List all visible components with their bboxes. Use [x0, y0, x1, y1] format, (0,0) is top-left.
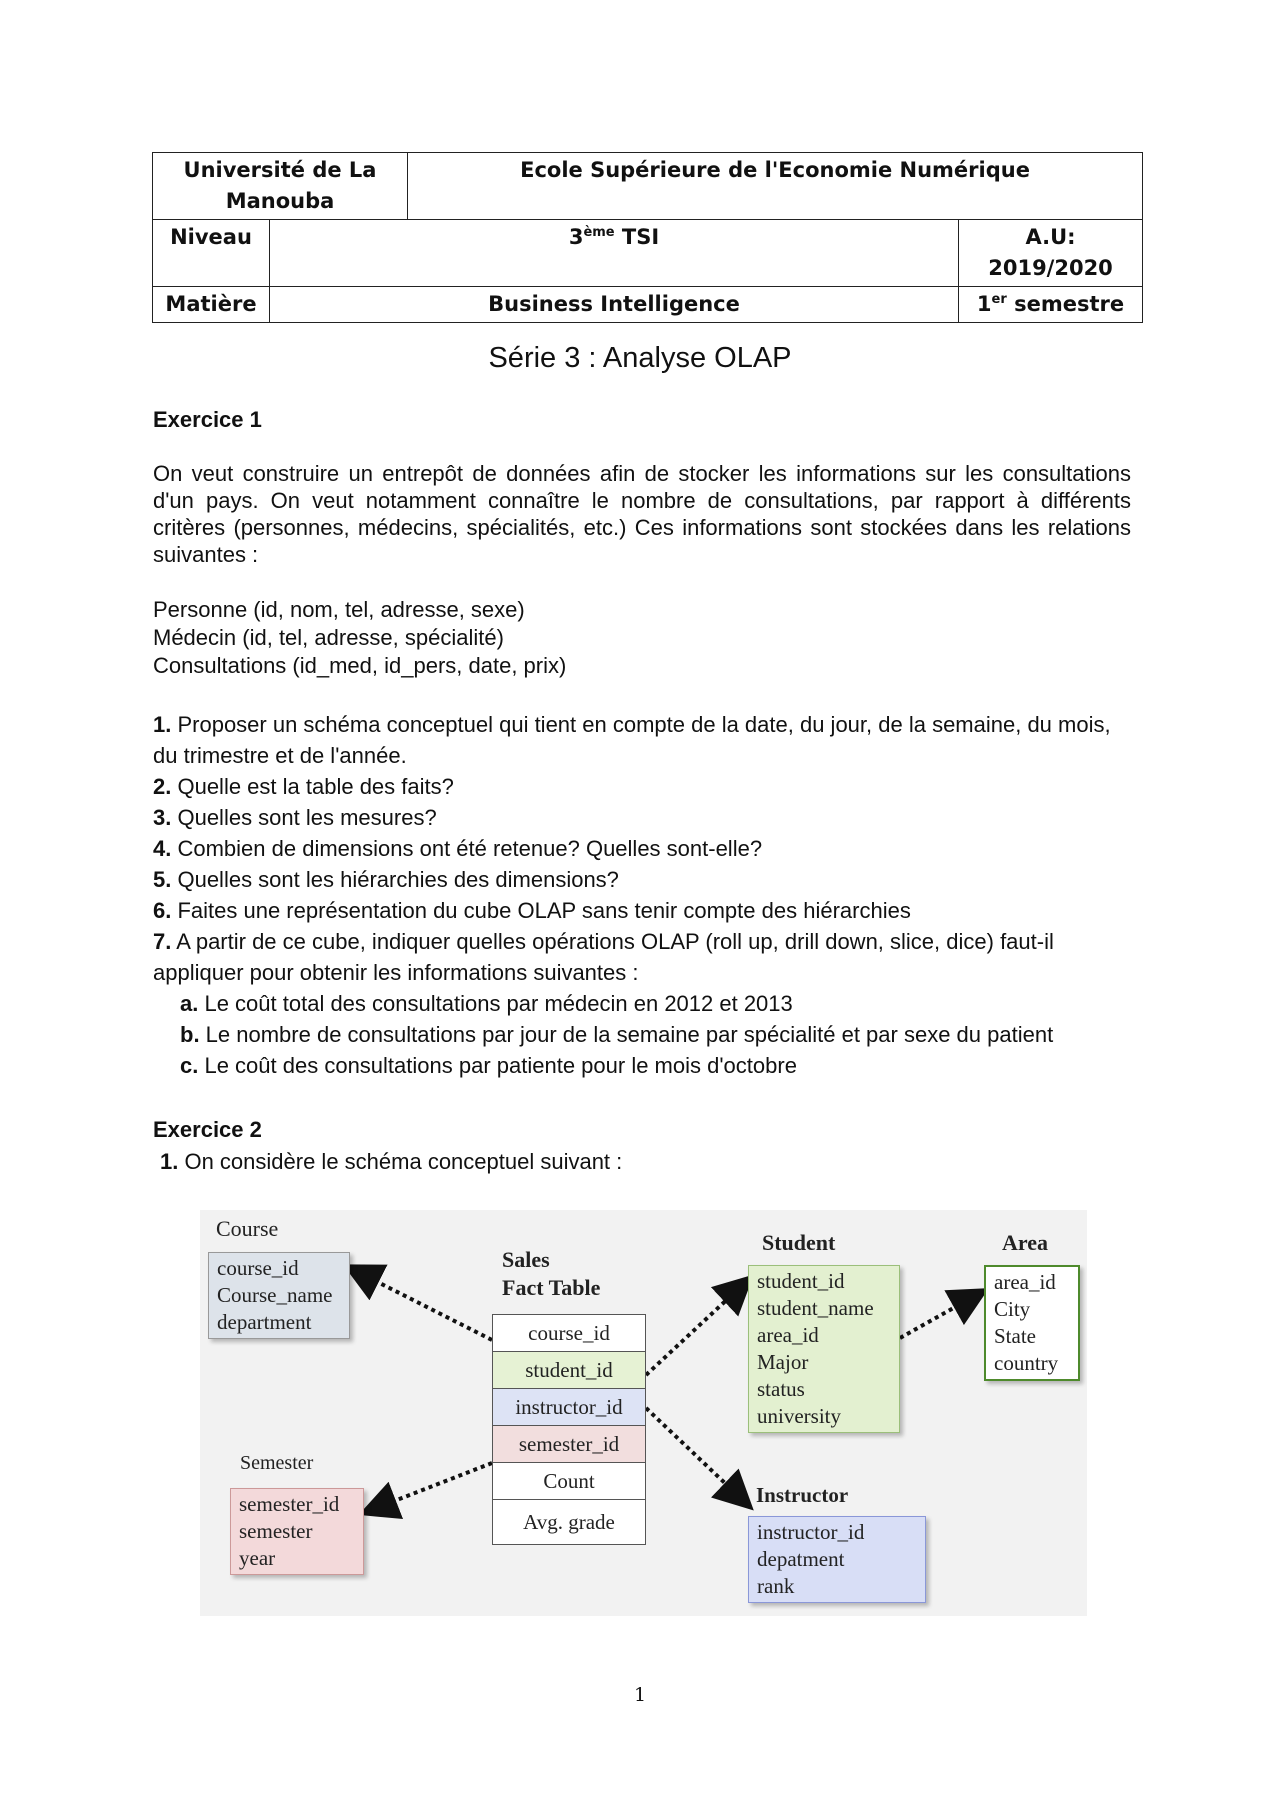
area-table — [984, 1265, 1080, 1381]
area-field: City — [994, 1297, 1031, 1321]
fact-row-course-id: course_id — [493, 1315, 645, 1352]
student-field: status — [757, 1377, 805, 1401]
question-2: 2. Quelle est la table des faits? — [153, 774, 454, 799]
course-field: course_id — [217, 1256, 299, 1280]
student-title: Student — [762, 1230, 836, 1255]
instructor-table — [748, 1516, 926, 1603]
question-3: 3. Quelles sont les mesures? — [153, 805, 437, 830]
academic-year: A.U: 2019/2020 — [959, 220, 1143, 287]
relation-consultations: Consultations (id_med, id_pers, date, prix) — [153, 653, 567, 678]
question-7: 7. A partir de ce cube, indiquer quelles opérations OLAP (roll up, drill down, slice, dice) faut-il appliquer pour obtenir les informations suivantes : — [153, 929, 1054, 985]
semester-field: year — [239, 1546, 276, 1570]
area-title: Area — [1002, 1230, 1049, 1255]
student-field: area_id — [757, 1323, 819, 1347]
page-title: Série 3 : Analyse OLAP — [488, 342, 792, 374]
fact-table — [492, 1314, 646, 1545]
instructor-field: instructor_id — [757, 1520, 865, 1544]
relation-personne: Personne (id, nom, tel, adresse, sexe) — [153, 597, 525, 622]
matiere-value: Business Intelligence — [270, 287, 959, 323]
course-field: department — [217, 1310, 312, 1334]
course-title: Course — [216, 1216, 279, 1241]
exercise-1-title: Exercice 1 — [153, 407, 262, 432]
exercise-2-question-1: 1. On considère le schéma conceptuel suivant : — [160, 1149, 623, 1174]
student-field: university — [757, 1404, 841, 1428]
area-field: area_id — [994, 1270, 1056, 1294]
fact-row-avg-grade: Avg. grade — [523, 1510, 615, 1534]
semester-title: Semester — [240, 1452, 314, 1474]
student-field: Major — [757, 1350, 809, 1374]
arrow-student-area — [900, 1292, 982, 1338]
arrow-fact-semester — [366, 1463, 492, 1512]
question-6: 6. Faites une représentation du cube OLAP sans tenir compte des hiérarchies — [153, 898, 911, 923]
fact-table-title: Sales Fact Table — [502, 1247, 601, 1300]
exercise-2-title: Exercice 2 — [153, 1117, 262, 1142]
subquestion-a: a. Le coût total des consultations par médecin en 2012 et 2013 — [180, 991, 793, 1016]
relation-medecin: Médecin (id, tel, adresse, spécialité) — [153, 625, 504, 650]
student-field: student_id — [757, 1269, 845, 1293]
page-number: 1 — [633, 1684, 647, 1706]
niveau-value: 3ème TSI — [270, 220, 959, 287]
fact-row-student-id: student_id — [493, 1352, 645, 1389]
arrow-fact-student — [646, 1280, 748, 1375]
arrow-fact-instructor — [646, 1408, 748, 1505]
matiere-label: Matière — [153, 287, 270, 323]
header-table — [152, 152, 1143, 323]
semester-field: semester_id — [239, 1492, 340, 1516]
university-name: Université de La Manouba — [153, 153, 408, 220]
student-table — [748, 1265, 900, 1433]
fact-row-count: Count — [493, 1463, 645, 1500]
niveau-label: Niveau — [153, 220, 270, 287]
subquestion-c: c. Le coût des consultations par patiente pour le mois d'octobre — [180, 1053, 797, 1078]
school-name: Ecole Supérieure de l'Economie Numérique — [408, 153, 1143, 220]
instructor-field: rank — [757, 1574, 795, 1598]
fact-row-semester-id: semester_id — [493, 1426, 645, 1463]
semestre-value: 1er semestre — [959, 287, 1143, 323]
subquestion-b: b. Le nombre de consultations par jour de la semaine par spécialité et par sexe du patient — [180, 1022, 1054, 1047]
exercise-1-intro: On veut construire un entrepôt de données afin de stocker les informations sur les consultations d'un pays. On veut notamment connaître le nombre de consultations, par rapport à différents critères (personnes, médecins, spécialités, etc.) Ces informations sont stockées dans les relations suivantes : — [153, 461, 1131, 567]
question-5: 5. Quelles sont les hiérarchies des dimensions? — [153, 867, 619, 892]
question-4: 4. Combien de dimensions ont été retenue? Quelles sont-elle? — [153, 836, 763, 861]
course-table — [208, 1252, 350, 1339]
semester-field: semester — [239, 1519, 313, 1543]
star-schema-diagram — [200, 1210, 1087, 1616]
semester-table — [230, 1488, 364, 1575]
area-field: State — [994, 1324, 1036, 1348]
student-field: student_name — [757, 1296, 874, 1320]
course-field: Course_name — [217, 1283, 333, 1307]
area-field: country — [994, 1351, 1059, 1375]
instructor-title: Instructor — [756, 1483, 849, 1507]
arrow-fact-course — [350, 1268, 492, 1340]
fact-row-instructor-id: instructor_id — [493, 1389, 645, 1426]
question-1: 1. Proposer un schéma conceptuel qui tient en compte de la date, du jour, de la semaine, du mois, du trimestre et de l'année. — [153, 712, 1111, 768]
instructor-field: depatment — [757, 1547, 845, 1571]
